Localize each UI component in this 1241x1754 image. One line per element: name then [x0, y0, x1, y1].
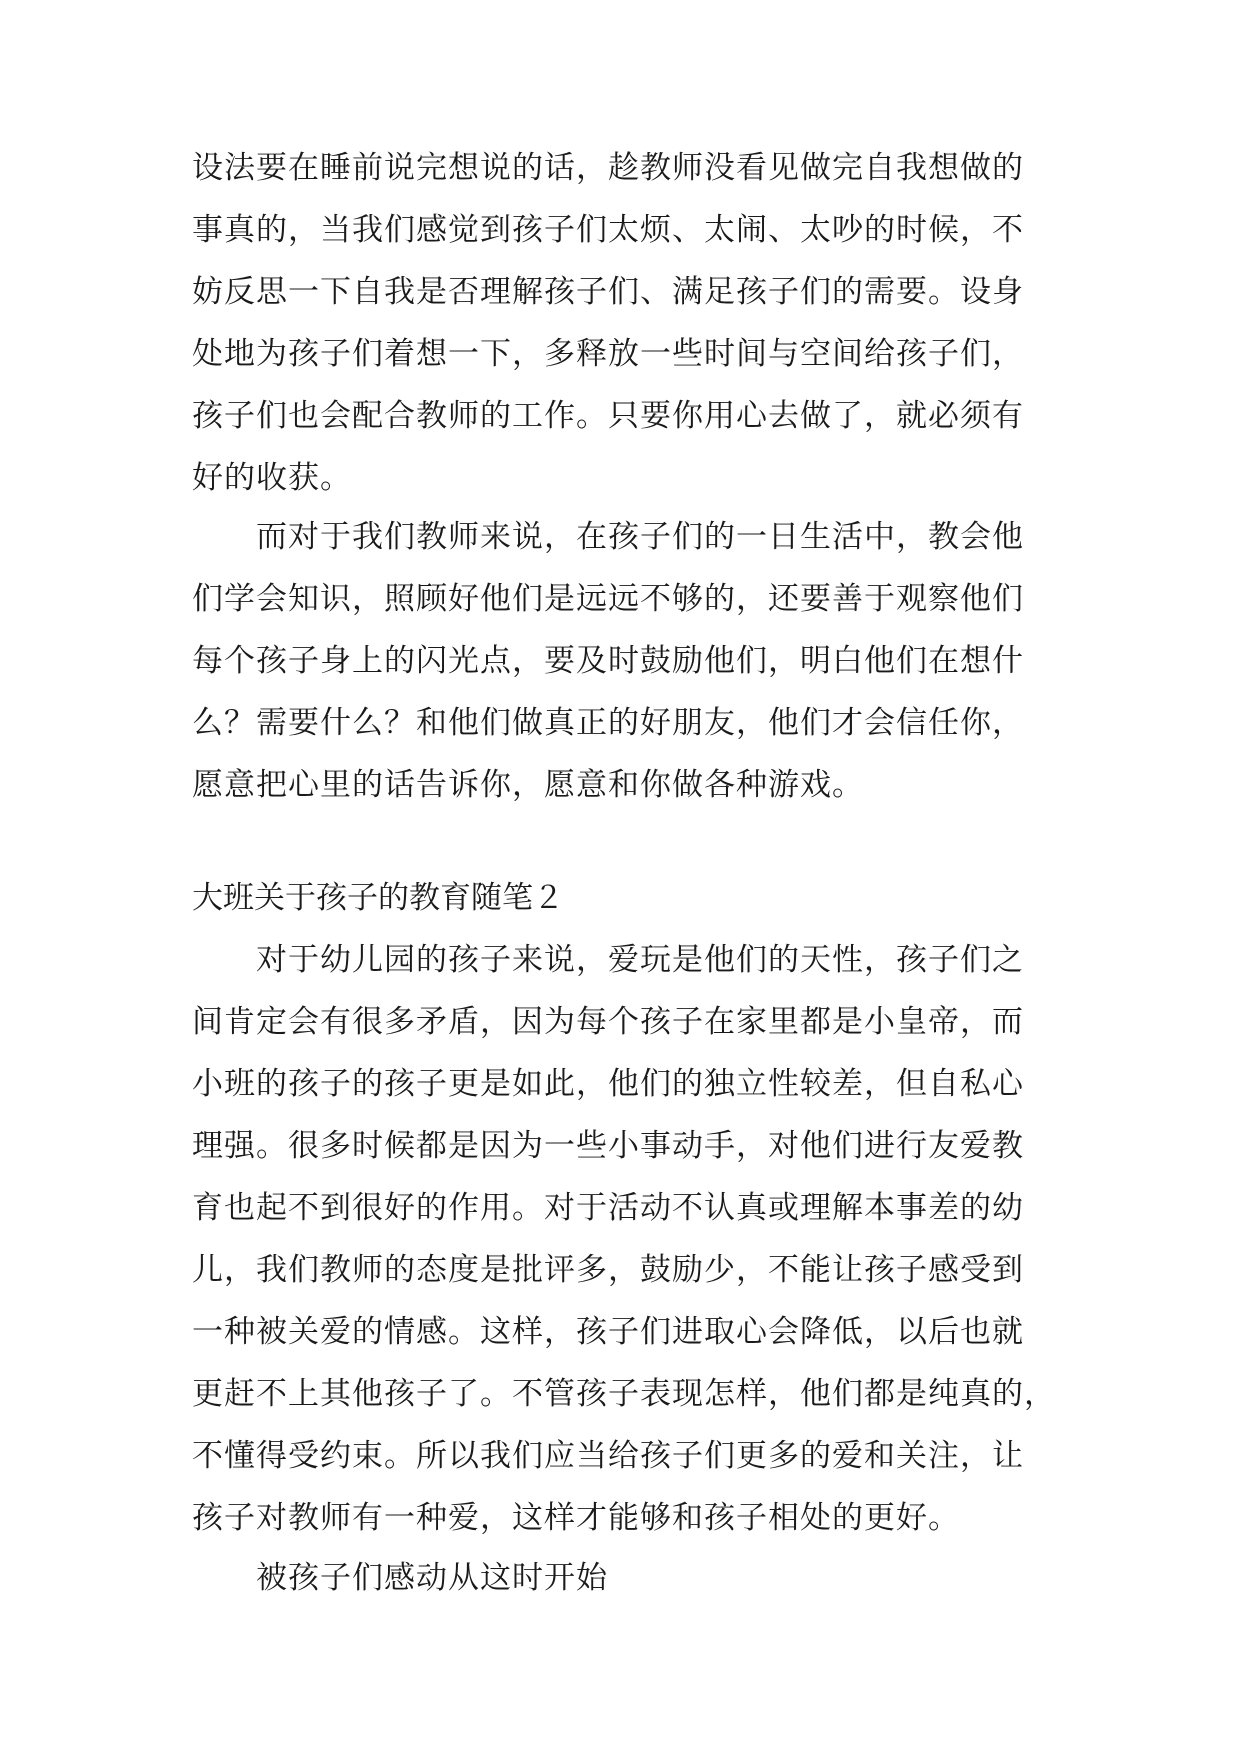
text-line: 每个孩子身上的闪光点，要及时鼓励他们，明白他们在想什 [192, 643, 1024, 679]
text-line: 小班的孩子的孩子更是如此，他们的独立性较差，但自私心 [192, 1066, 1024, 1102]
text-line: 妨反思一下自我是否理解孩子们、满足孩子们的需要。设身 [192, 274, 1024, 310]
text-line: 们学会知识，照顾好他们是远远不够的，还要善于观察他们 [192, 581, 1024, 617]
text-line: 而对于我们教师来说，在孩子们的一日生活中，教会他 [192, 519, 1024, 555]
paragraph-touched [192, 1547, 1066, 1609]
text-line: 儿，我们教师的态度是批评多，鼓励少，不能让孩子感受到 [192, 1252, 1024, 1288]
paragraph-teachers [192, 506, 1066, 816]
text-line: 好的收获。 [192, 460, 352, 496]
text-line: 处地为孩子们着想一下，多释放一些时间与空间给孩子们， [192, 336, 1024, 372]
text-line: 理强。很多时候都是因为一些小事动手，对他们进行友爱教 [192, 1128, 1024, 1164]
paragraph-kindergarten [192, 929, 1066, 1549]
text-line: 被孩子们感动从这时开始 [192, 1560, 608, 1596]
text-line: 更赶不上其他孩子了。不管孩子表现怎样，他们都是纯真的， [192, 1376, 1056, 1412]
text-line: 对于幼儿园的孩子来说，爱玩是他们的天性，孩子们之 [192, 942, 1024, 978]
text-line: 愿意把心里的话告诉你，愿意和你做各种游戏。 [192, 767, 864, 803]
text-line: 不懂得受约束。所以我们应当给孩子们更多的爱和关注，让 [192, 1438, 1024, 1474]
text-line: 孩子们也会配合教师的工作。只要你用心去做了，就必须有 [192, 398, 1024, 434]
text-line: 么？需要什么？和他们做真正的好朋友，他们才会信任你， [192, 705, 1024, 741]
text-line: 设法要在睡前说完想说的话，趁教师没看见做完自我想做的 [192, 150, 1024, 186]
text-line: 间肯定会有很多矛盾，因为每个孩子在家里都是小皇帝，而 [192, 1004, 1024, 1040]
text-line: 育也起不到很好的作用。对于活动不认真或理解本事差的幼 [192, 1190, 1024, 1226]
section-title: 大班关于孩子的教育随笔２ [192, 880, 564, 916]
text-line: 孩子对教师有一种爱，这样才能够和孩子相处的更好。 [192, 1500, 960, 1536]
text-line: 一种被关爱的情感。这样，孩子们进取心会降低，以后也就 [192, 1314, 1024, 1350]
paragraph-continuation [192, 137, 1066, 509]
text-line: 事真的，当我们感觉到孩子们太烦、太闹、太吵的时候，不 [192, 212, 1024, 248]
